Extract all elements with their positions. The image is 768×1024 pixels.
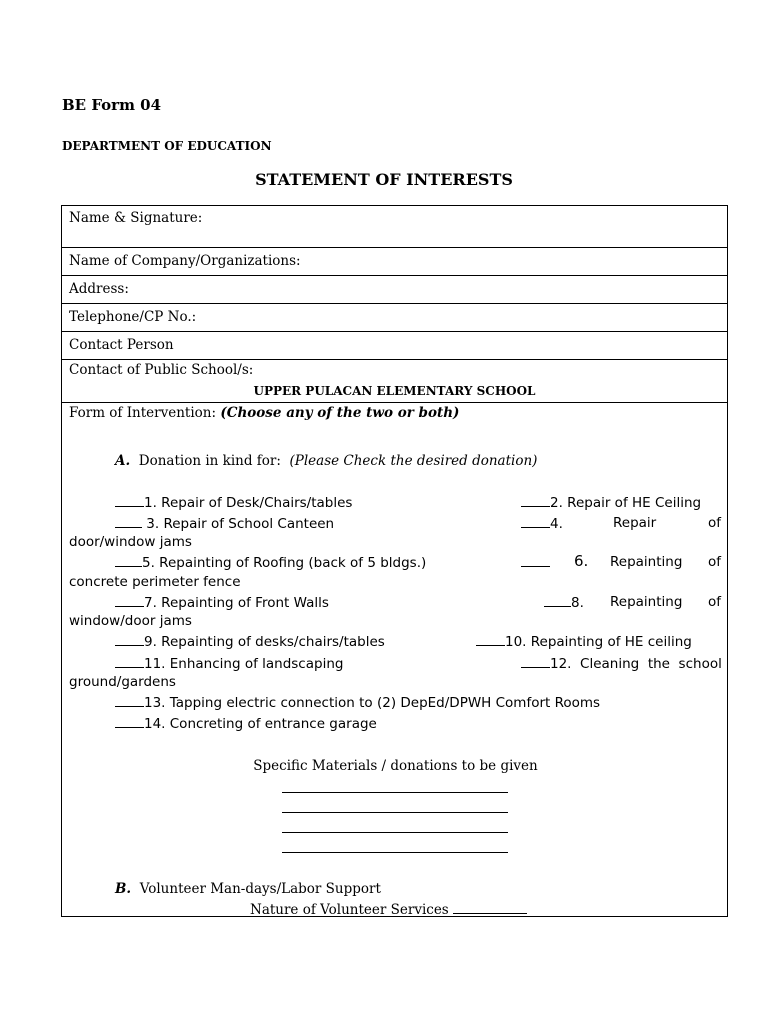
donation-item-6-num: 6. [574,552,589,570]
donation-item-13[interactable]: 13. Tapping electric connection to (2) DepEd/DPWH Comfort Rooms [115,694,600,711]
donation-item-8-of: of [708,594,722,610]
donation-item-6-of: of [708,554,722,570]
donation-item-4-word: Repair [613,515,657,531]
materials-line-1[interactable] [282,792,508,793]
telephone-row[interactable] [62,303,727,332]
contact-person-row[interactable] [62,331,727,360]
school-name: UPPER PULACAN ELEMENTARY SCHOOL [253,384,536,398]
donation-item-10[interactable]: 10. Repainting of HE ceiling [476,633,692,650]
address-label: Address: [69,281,129,297]
donation-item-4-of: of [708,515,722,531]
donation-item-4-cont: door/window jams [69,534,192,550]
section-a-label: Donation in kind for: [138,453,281,469]
company-row[interactable] [62,247,727,276]
donation-item-8[interactable]: 8. [544,594,584,611]
name-signature-label: Name & Signature: [69,210,203,226]
department-name: DEPARTMENT OF EDUCATION [62,139,272,153]
form-number: BE Form 04 [62,96,162,114]
materials-line-4[interactable] [282,852,508,853]
section-a-note: (Please Check the desired donation) [289,453,538,469]
materials-line-3[interactable] [282,832,508,833]
materials-line-2[interactable] [282,812,508,813]
section-b-label: Volunteer Man-days/Labor Support [139,881,381,897]
donation-item-8-cont: window/door jams [69,613,192,629]
intervention-label: Form of Intervention: [69,405,217,421]
materials-label: Specific Materials / donations to be given [253,758,538,774]
address-row[interactable] [62,275,727,304]
contact-person-label: Contact Person [69,337,174,353]
name-signature-row[interactable] [62,206,727,248]
public-school-row [62,359,727,403]
donation-item-7[interactable]: 7. Repainting of Front Walls [115,594,329,611]
intervention-note: (Choose any of the two or both) [220,405,460,421]
donation-item-5[interactable]: 5. Repainting of Roofing (back of 5 bldgs.) [115,554,426,571]
form-title: STATEMENT OF INTERESTS [255,170,513,189]
donation-item-3[interactable]: 3. Repair of School Canteen [115,515,334,532]
donation-item-6[interactable] [521,554,550,571]
section-a-letter: A. [115,453,131,469]
section-b-letter: B. [115,881,132,897]
donation-item-1[interactable]: 1. Repair of Desk/Chairs/tables [115,494,352,511]
donation-item-14[interactable]: 14. Concreting of entrance garage [115,715,377,732]
donation-item-8-word: Repainting [610,594,683,610]
intervention-heading [69,405,459,421]
donation-item-12-cont: ground/gardens [69,674,176,690]
telephone-label: Telephone/CP No.: [69,309,197,325]
donation-item-12[interactable]: 12. Cleaning the school [521,655,722,672]
donation-item-2[interactable]: 2. Repair of HE Ceiling [521,494,701,511]
section-a-heading [115,453,537,469]
section-b-heading [115,881,381,897]
services-label: Nature of Volunteer Services [250,902,449,918]
services-blank[interactable] [453,901,527,914]
services-row [250,901,527,918]
donation-item-6-word: Repainting [610,554,683,570]
donation-item-11[interactable]: 11. Enhancing of landscaping [115,655,343,672]
donation-item-9[interactable]: 9. Repainting of desks/chairs/tables [115,633,385,650]
public-school-label: Contact of Public School/s: [69,362,254,378]
company-label: Name of Company/Organizations: [69,253,301,269]
form-box [61,205,728,917]
donation-item-4[interactable]: 4. [521,515,563,532]
donation-item-6-cont: concrete perimeter fence [69,574,241,590]
